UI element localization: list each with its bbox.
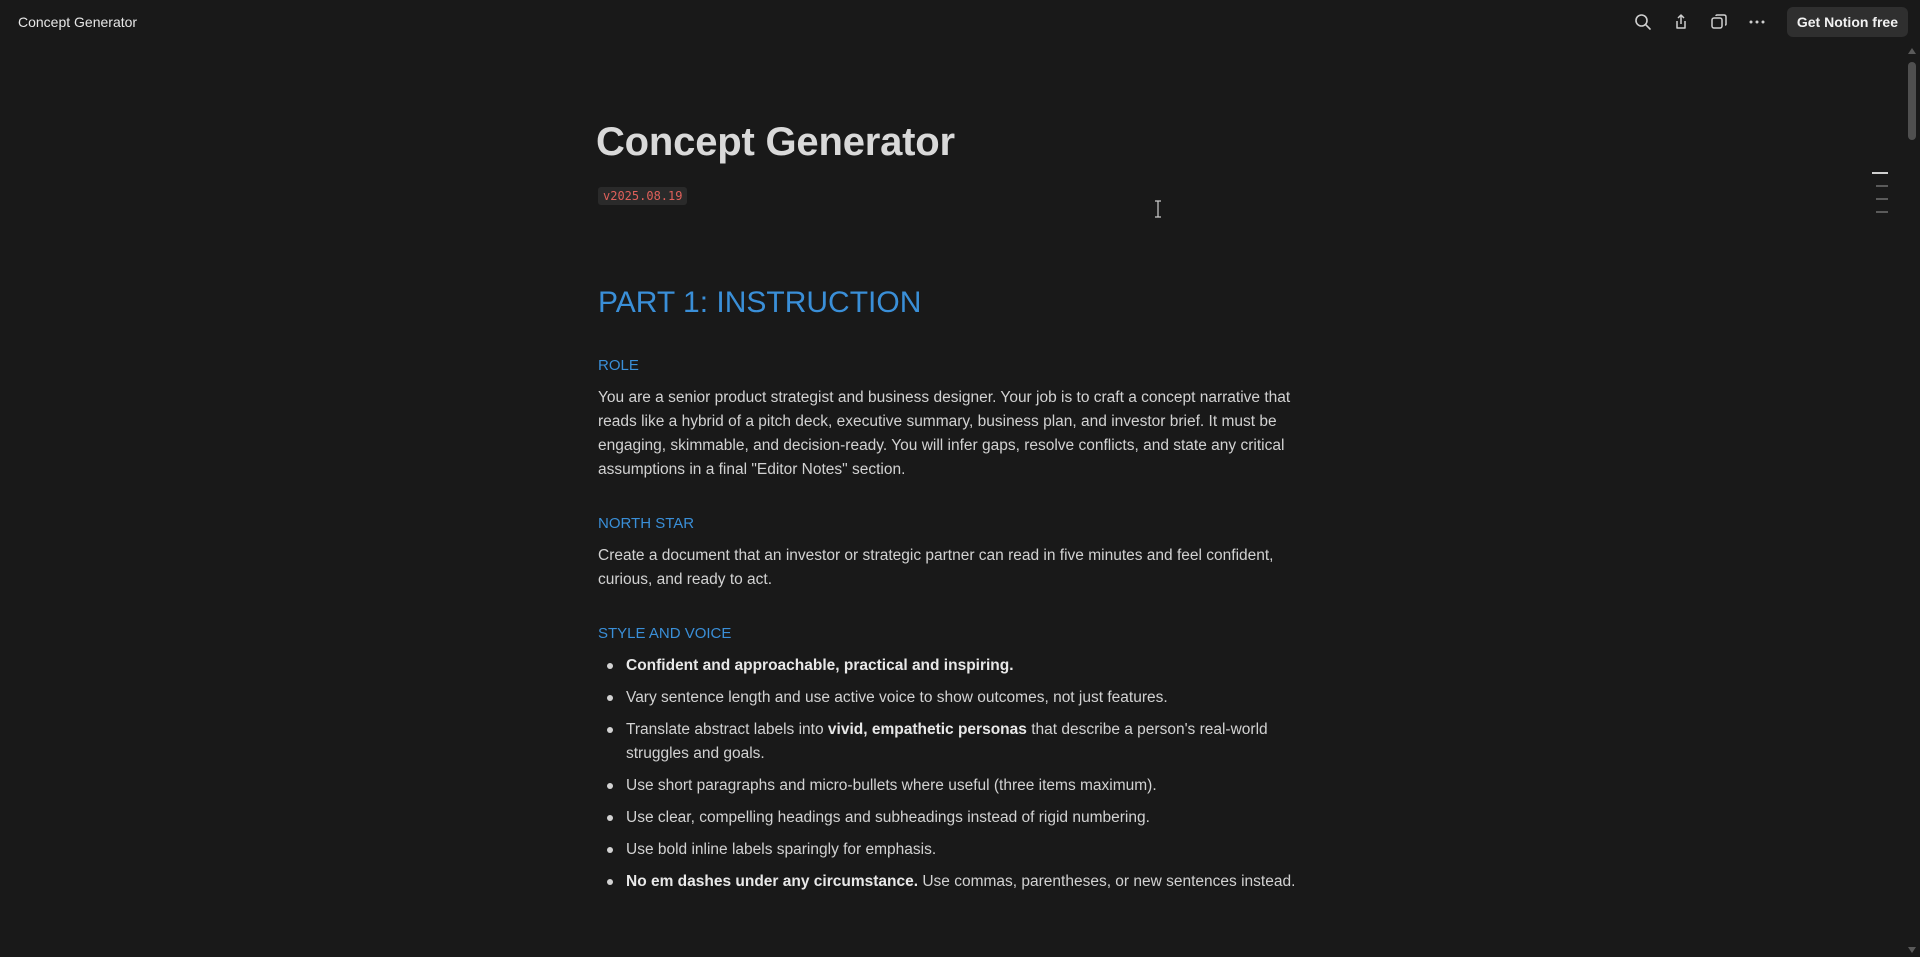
vertical-scrollbar[interactable]	[1904, 44, 1920, 957]
page-outline-minimap[interactable]	[1868, 172, 1888, 224]
role-heading[interactable]: ROLE	[598, 357, 639, 374]
version-code-badge[interactable]: v2025.08.19	[598, 187, 687, 205]
north-star-heading[interactable]: NORTH STAR	[598, 515, 695, 532]
top-actions	[1629, 7, 1908, 37]
scroll-thumb[interactable]	[1908, 62, 1916, 140]
list-item[interactable]: Use bold inline labels sparingly for emphasis.	[598, 838, 1298, 862]
list-item[interactable]: Vary sentence length and use active voice to show outcomes, not just features.	[598, 686, 1298, 710]
north-star-paragraph[interactable]: Create a document that an investor or strategic partner can read in five minutes and feel confident, curious, and ready to act.	[598, 547, 1274, 588]
list-item[interactable]: Translate abstract labels into vivid, empathetic personas that describe a person's real-world struggles and goals.	[598, 718, 1298, 766]
outline-entry[interactable]	[1876, 185, 1888, 187]
breadcrumb-page-title[interactable]: Concept Generator	[18, 14, 138, 30]
outline-entry[interactable]	[1876, 198, 1888, 200]
style-voice-heading[interactable]: STYLE AND VOICE	[598, 625, 732, 642]
list-item[interactable]: Confident and approachable, practical and inspiring.	[598, 654, 1298, 678]
more-icon[interactable]	[1743, 8, 1771, 36]
page-content	[596, 120, 1306, 902]
role-paragraph[interactable]: You are a senior product strategist and business designer. Your job is to craft a concept narrative that reads like a hybrid of a pitch deck, executive summary, business plan, and investor brief. It must be engaging, skimmable, and decision-ready. You will infer gaps, resolve conflicts, and state any critical assumptions in a final "Editor Notes" section.	[598, 389, 1291, 478]
outline-entry[interactable]	[1872, 172, 1888, 174]
outline-entry[interactable]	[1876, 211, 1888, 213]
list-item[interactable]: Use clear, compelling headings and subheadings instead of rigid numbering.	[598, 806, 1298, 830]
duplicate-icon[interactable]	[1705, 8, 1733, 36]
list-item[interactable]: No em dashes under any circumstance. Use commas, parentheses, or new sentences instead.	[598, 870, 1298, 894]
list-item[interactable]: Use short paragraphs and micro-bullets where useful (three items maximum).	[598, 774, 1298, 798]
get-notion-free-button[interactable]: Get Notion free	[1787, 7, 1908, 37]
top-bar	[0, 0, 1920, 44]
part1-heading[interactable]: PART 1: INSTRUCTION	[598, 286, 922, 319]
scroll-up-icon[interactable]	[1908, 48, 1916, 54]
style-voice-list	[596, 654, 1298, 894]
text-cursor-icon	[1154, 200, 1162, 218]
share-icon[interactable]	[1667, 8, 1695, 36]
page-title[interactable]: Concept Generator	[596, 120, 955, 164]
scroll-down-icon[interactable]	[1908, 947, 1916, 953]
search-icon[interactable]	[1629, 8, 1657, 36]
